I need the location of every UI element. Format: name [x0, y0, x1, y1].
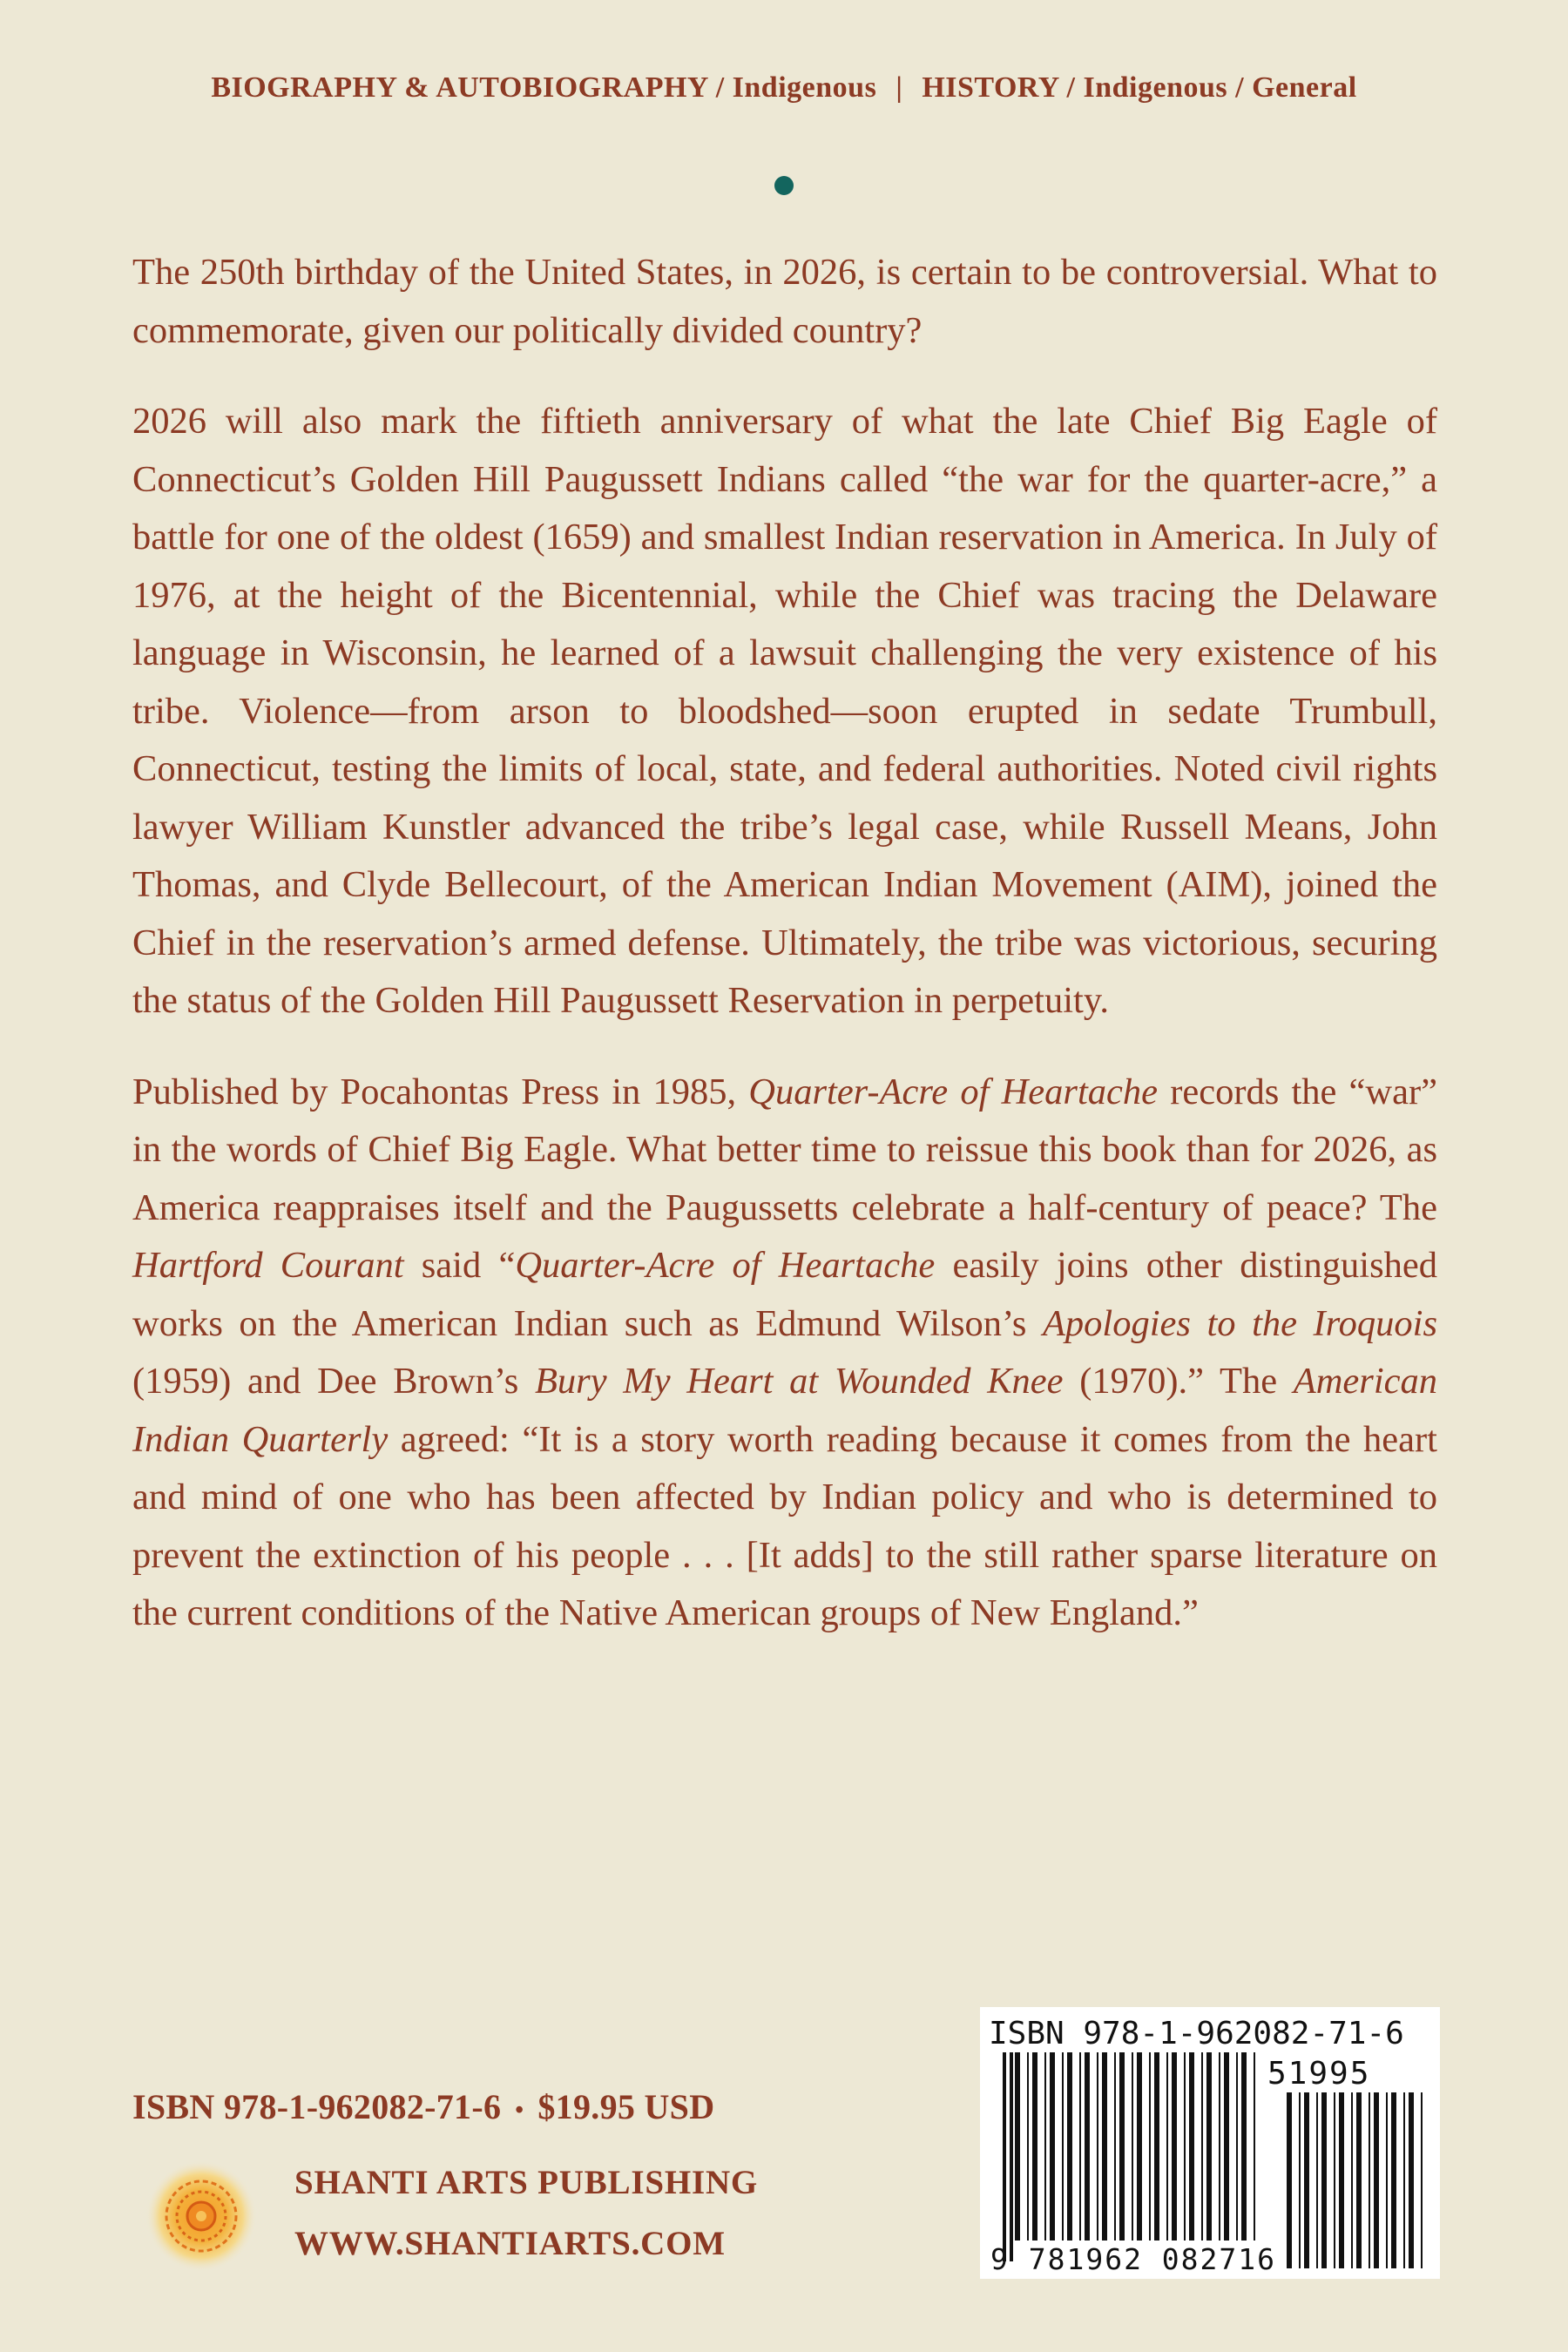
barcode-bar: [1085, 2052, 1090, 2240]
sun-logo-icon: [145, 2159, 258, 2273]
barcode-bar: [1304, 2092, 1309, 2268]
barcode-bar: [1236, 2052, 1238, 2240]
barcode-bar: [1254, 2052, 1255, 2240]
barcode-bar: [1062, 2052, 1064, 2240]
barcode-bar: [1391, 2092, 1396, 2268]
barcode-bar: [1356, 2092, 1362, 2268]
barcode-bar: [1114, 2052, 1116, 2240]
back-cover-blurb: [132, 244, 1437, 1676]
barcode-bar: [1351, 2092, 1353, 2268]
barcode-bar: [1201, 2052, 1203, 2240]
barcode-bar: [1027, 2052, 1029, 2240]
barcode-bar: [1067, 2052, 1072, 2240]
barcode-bar: [1097, 2052, 1098, 2240]
blurb-text: easily joins other distinguished works on the American Indian such as Edmund Wilson’s: [132, 1245, 1437, 1344]
barcode-bar: [1172, 2052, 1177, 2240]
blurb-text: (1959) and Dee Brown’s: [132, 1361, 535, 1402]
publisher-website: WWW.SHANTIARTS.COM: [294, 2225, 726, 2262]
publication-name: American Indian Quarterly: [132, 1361, 1438, 1460]
barcode-bar: [1154, 2052, 1159, 2240]
publisher-name: SHANTI ARTS PUBLISHING: [294, 2164, 759, 2201]
barcode-bar: [1189, 2052, 1194, 2240]
blurb-text: records the “war” in the words of Chief Big Eagle. What better time to reissue this book than for 2026, as America reappraises itself and the Paugussetts celebrate a half-century of peace? The: [132, 1071, 1437, 1228]
barcode-bar: [1321, 2092, 1327, 2268]
barcode-bar: [1132, 2052, 1133, 2240]
category-separator: |: [896, 71, 903, 104]
blurb-text: (1970).” The: [1063, 1361, 1294, 1402]
barcode-bar: [1374, 2092, 1379, 2268]
category-history: HISTORY / Indigenous / General: [922, 71, 1357, 104]
barcode-bar: [1421, 2092, 1423, 2268]
barcode-bar: [1369, 2092, 1370, 2268]
publication-name: Hartford Courant: [132, 1245, 404, 1286]
work-title: Bury My Heart at Wounded Knee: [534, 1361, 1064, 1402]
category-biography: BIOGRAPHY & AUTOBIOGRAPHY / Indigenous: [211, 71, 877, 104]
barcode-bar: [1316, 2092, 1318, 2268]
barcode-bar: [1137, 2052, 1142, 2240]
barcode-bar: [1403, 2092, 1405, 2268]
barcode-bar: [1219, 2052, 1220, 2240]
category-line: [0, 71, 1568, 105]
publisher-block: [132, 2086, 759, 2262]
barcode-bar: [1032, 2052, 1037, 2240]
barcode-bar: [1102, 2052, 1107, 2240]
barcode-bar: [1044, 2052, 1046, 2240]
barcode-bar: [1339, 2092, 1344, 2268]
barcode-bar: [1224, 2052, 1229, 2240]
blurb-text: agreed: “It is a story worth reading because it comes from the heart and mind of one who has been affected by Indian policy and who is determined to prevent the extinction of his people . . . [It adds] to the still rather sparse literature on the current conditions of the Native American groups of New England.”: [132, 1418, 1437, 1633]
barcode-addon-digits: 51995: [1267, 2056, 1371, 2092]
work-title: Apologies to the Iroquois: [1042, 1302, 1438, 1344]
barcode-bar: [1334, 2092, 1335, 2268]
ornament-dot: [774, 176, 794, 195]
barcode-guard-bar: [1010, 2052, 1013, 2261]
bullet-separator: •: [515, 2096, 524, 2124]
barcode-bar: [1079, 2052, 1081, 2240]
blurb-paragraph-2: 2026 will also mark the fiftieth anniversary of what the late Chief Big Eagle of Connecticut’s Golden Hill Paugussett Indians called “the war for the quarter-acre,” a battle for one of the oldest (1659) and smallest Indian reservation in America. In July of 1976, at the height of the Bicentennial, while the Chief was tracing the Delaware language in Wisconsin, he learned of a lawsuit challenging the very existence of his tribe. Violence—from arson to bloodshed—soon erupted in sedate Trumbull, Connecticut, testing the limits of local, state, and federal authorities. Noted civil rights lawyer William Kunstler advanced the tribe’s legal case, while Russell Means, John Thomas, and Clyde Bellecourt, of the American Indian Movement (AIM), joined the Chief in the reservation’s armed defense. Ultimately, the tribe was victorious, securing the status of the Golden Hill Paugussett Reservation in perpetuity.: [132, 401, 1437, 1021]
blurb-text: said “: [403, 1245, 516, 1286]
isbn-price-line: [132, 2086, 714, 2127]
barcode-digits: 9 781962 082716: [990, 2242, 1277, 2276]
barcode-bar: [1299, 2092, 1301, 2268]
blurb-paragraph-3: [132, 1064, 1437, 1643]
barcode-bar: [1206, 2052, 1212, 2240]
book-title: Quarter-Acre of Heartache: [515, 1245, 936, 1286]
barcode-bar: [1386, 2092, 1388, 2268]
barcode-bar: [1166, 2052, 1168, 2240]
book-title: Quarter-Acre of Heartache: [748, 1071, 1158, 1112]
barcode-bar: [1287, 2092, 1292, 2268]
barcode-bar: [1409, 2092, 1414, 2268]
isbn-barcode: [980, 2007, 1440, 2279]
barcode-bar: [1015, 2052, 1020, 2240]
barcode-bar: [1149, 2052, 1151, 2240]
publisher-logo-row: [145, 2159, 929, 2316]
barcode-guard-bar: [1003, 2052, 1006, 2261]
barcode-bar: [1050, 2052, 1055, 2240]
isbn-text: ISBN 978-1-962082-71-6: [132, 2087, 502, 2126]
blurb-text: Published by Pocahontas Press in 1985,: [132, 1071, 749, 1112]
barcode-bar: [1119, 2052, 1125, 2240]
barcode-bar: [1241, 2052, 1247, 2240]
price-text: $19.95 USD: [537, 2087, 715, 2126]
barcode-bar: [1184, 2052, 1186, 2240]
blurb-paragraph-1: The 250th birthday of the United States, in 2026, is certain to be controversial. What to commemorate, given our politically divided country?: [132, 252, 1437, 351]
barcode-isbn-label: ISBN 978-1-962082-71-6: [989, 2016, 1404, 2051]
